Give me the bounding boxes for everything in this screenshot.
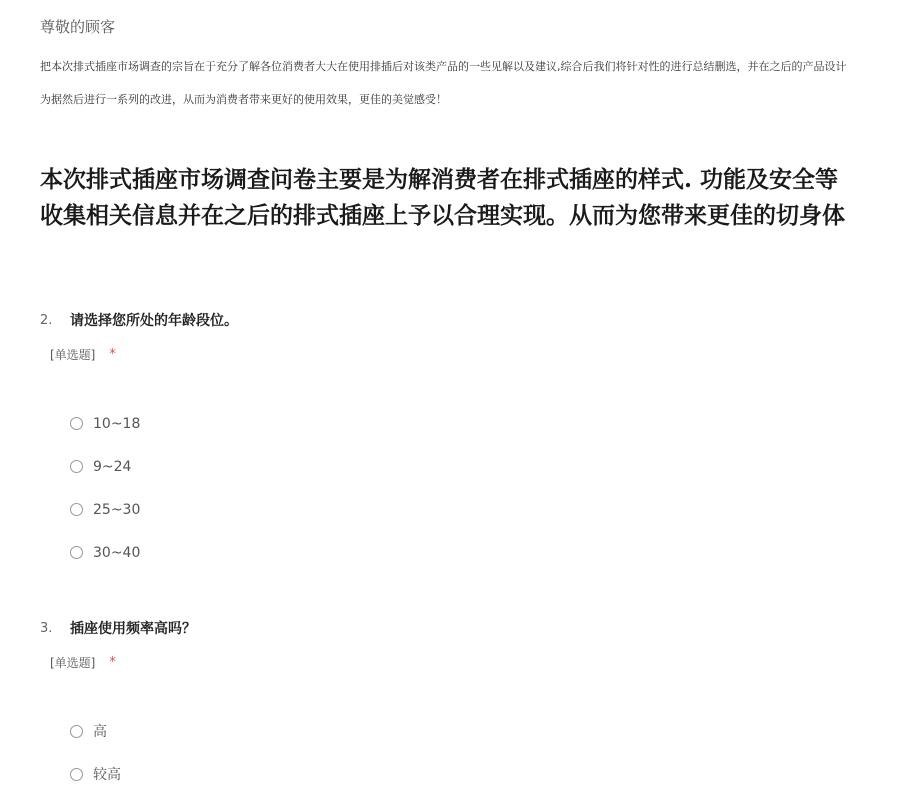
question-meta bbox=[50, 653, 880, 671]
question-meta bbox=[50, 345, 880, 363]
question-number: 2. bbox=[40, 312, 53, 328]
intro-line-2: 为据然后进行一系列的改进，从而为消费者带来更好的使用效果，更佳的美觉感受！ bbox=[40, 93, 447, 106]
option-label[interactable]: 10~18 bbox=[93, 416, 141, 432]
radio-unchecked-icon[interactable] bbox=[70, 725, 83, 738]
question-age bbox=[40, 310, 880, 561]
question-title: 插座使用频率高吗？ bbox=[70, 621, 196, 637]
question-usage-frequency bbox=[40, 618, 880, 783]
question-title: 请选择您所处的年龄段位。 bbox=[70, 313, 238, 329]
option-fairly-high[interactable] bbox=[70, 765, 121, 808]
option-list bbox=[70, 722, 121, 808]
option-label[interactable]: 25~30 bbox=[93, 502, 141, 518]
question-type-label: [单选题] bbox=[50, 347, 96, 362]
option-label[interactable]: 30~40 bbox=[93, 545, 141, 561]
option-9-24[interactable] bbox=[70, 457, 140, 500]
question-number: 3. bbox=[40, 620, 53, 636]
option-list bbox=[70, 414, 140, 586]
survey-headline bbox=[40, 162, 900, 234]
required-marker: * bbox=[109, 346, 116, 362]
question-type-label: [单选题] bbox=[50, 655, 96, 670]
option-10-18[interactable] bbox=[70, 414, 140, 457]
radio-unchecked-icon[interactable] bbox=[70, 417, 83, 430]
question-title-row bbox=[40, 618, 880, 638]
option-25-30[interactable] bbox=[70, 500, 140, 543]
option-label[interactable]: 高 bbox=[93, 724, 107, 740]
radio-unchecked-icon[interactable] bbox=[70, 503, 83, 516]
radio-unchecked-icon[interactable] bbox=[70, 460, 83, 473]
required-marker: * bbox=[109, 654, 116, 670]
option-label[interactable]: 较高 bbox=[93, 767, 121, 783]
question-title-row bbox=[40, 310, 880, 330]
option-label[interactable]: 9~24 bbox=[93, 459, 132, 475]
headline-line-2: 收集相关信息并在之后的排式插座上予以合理实现。从而为您带来更佳的切身体 bbox=[40, 202, 845, 229]
radio-unchecked-icon[interactable] bbox=[70, 546, 83, 559]
radio-unchecked-icon[interactable] bbox=[70, 768, 83, 781]
intro-line-1: 把本次排式插座市场调查的宗旨在于充分了解各位消费者大大在使用排插后对该类产品的一些见解以及建议,综合后我们将针对性的进行总结删选，并在之后的产品设计 bbox=[40, 60, 847, 73]
option-high[interactable] bbox=[70, 722, 121, 765]
salutation: 尊敬的顾客 bbox=[40, 18, 116, 36]
headline-line-1: 本次排式插座市场调查问卷主要是为解消费者在排式插座的样式. 功能及安全等 bbox=[40, 166, 839, 193]
option-30-40[interactable] bbox=[70, 543, 140, 586]
